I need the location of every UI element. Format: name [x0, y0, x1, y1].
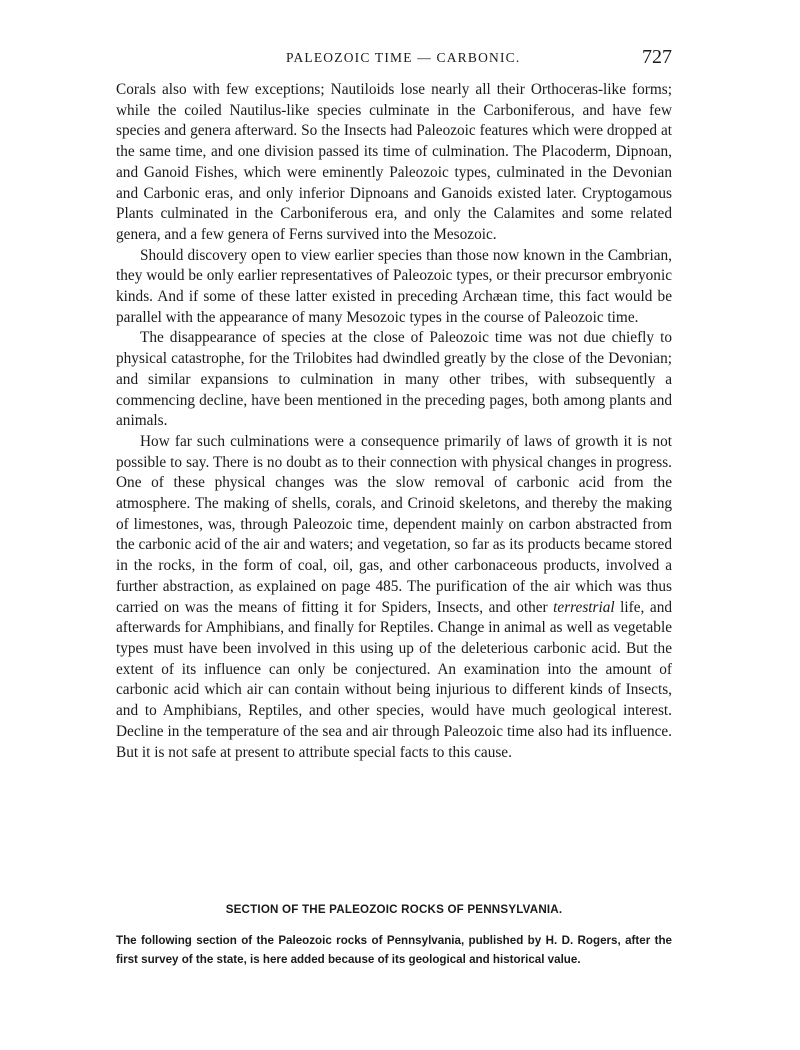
page-number: 727: [642, 46, 672, 68]
running-head: [116, 46, 672, 70]
paragraph-culminations: [116, 432, 672, 763]
paragraph-text: Should discovery open to view earlier species than those now known in the Cambrian, they would be only earlier representatives of Paleozoic types, or their precursor embryonic kinds. And if some of these latter existed in preceding Archæan time, this fact would be parallel with the appearance of many Mesozoic types in the course of Paleozoic time.: [116, 246, 672, 326]
paragraph-corals: [116, 80, 672, 246]
paragraph-text: The disappearance of species at the close of Paleozoic time was not due chiefly to physical catastrophe, for the Trilobites had dwindled greatly by the close of the Devonian; and similar expansions to culmination in many other tribes, with subsequently a commencing decline, have been mentioned in the preceding pages, both among plants and animals.: [116, 329, 672, 430]
header-title: PALEOZOIC TIME — CARBONIC.: [286, 50, 521, 65]
section-heading: SECTION OF THE PALEOZOIC ROCKS OF PENNSYLVANIA.: [225, 903, 563, 916]
paragraph-disappearance: [116, 328, 672, 432]
italic-term: terrestrial: [553, 598, 615, 616]
paragraph-text: How far such culminations were a consequence primarily of laws of growth it is not possible to say. There is no doubt as to their connection with physical changes in progress. One of these physical changes was the slow removal of carbonic acid from the atmosphere. The making of shells, corals, and Crinoid skeletons, and thereby the making of limestones, was, through Paleozoic time, dependent mainly on carbon abstracted from the carbonic acid of the air and waters; and vegetation, so far as its products became stored in the rocks, in the form of coal, oil, gas, and other carbonaceous products, involved a further abstraction, as explained on page 485. The purification of the air which was thus carried on was the means of fitting it for Spiders, Insects, and other: [116, 432, 672, 616]
body-text: [116, 80, 672, 763]
paragraph-discovery: [116, 246, 672, 329]
paragraph-text: life, and afterwards for Amphibians, and finally for Reptiles. Change in animal as well as vegetable types must have been involved in this using up of the deleterious carbonic acid. But the extent of its influence can only be conjectured. An examination into the amount of carbonic acid which air can contain without being injurious to different kinds of Insects, and to Amphibians, Reptiles, and other species, would have much geological interest. Decline in the temperature of the sea and air through Paleozoic time also had its influence. But it is not safe at present to attribute special facts to this cause.: [116, 598, 672, 761]
paragraph-text: Corals also with few exceptions; Nautiloids lose nearly all their Orthoceras-like forms; while the coiled Nautilus-like species culminate in the Carboniferous, and have few species and genera afterward. So the Insects had Paleozoic features which were dropped at the same time, and one division passed its time of culmination. The Placoderm, Dipnoan, and Ganoid Fishes, which were eminently Paleozoic types, culminated in the Devonian and Carbonic eras, and only inferior Dipnoans and Ganoids existed later. Cryptogamous Plants culminated in the Carboniferous era, and only the Calamites and some related genera, and a few genera of Ferns survived into the Mesozoic.: [116, 81, 672, 243]
section-intro-text: The following section of the Paleozoic rocks of Pennsylvania, published by H. D. Rogers, after the first survey of the state, is here added because of its geological and historical value.: [116, 934, 672, 967]
